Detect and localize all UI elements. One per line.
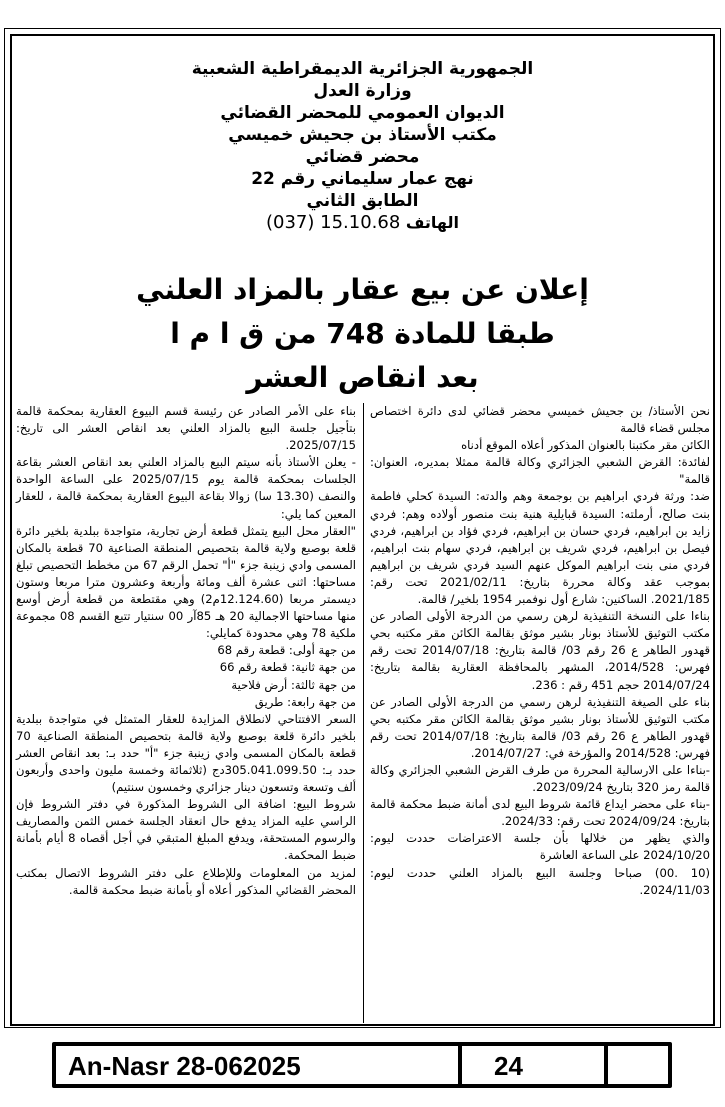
bailiff-title: محضر قضائي	[305, 147, 420, 167]
office-street: نهج عمار سليماني رقم 22	[251, 169, 474, 189]
paragraph: -بناء على محضر ايداع قائمة شروط البيع لدى أمانة ضبط محكمة قالمة بتاريخ: 2024/09/24 تحت رقم: 2024/33.	[370, 797, 710, 829]
paragraph: لفائدة: القرض الشعبي الجزائري وكالة قالمة ممثلا بمديره، العنوان: قالمة"	[370, 455, 710, 487]
paragraph: - يعلن الأستاذ بأنه سيتم البيع بالمزاد العلني بعد انقاص العشر بقاعة الجلسات بمحكمة قالمة يوم 2025/07/15 على الساعة الواحدة والنصف (13.30 سا) زوالا بقاعة البيوع العقارية بمحكمة قالمة ، للعقار المعين كما يلي:	[16, 455, 356, 521]
office-name: الديوان العمومي للمحضر القضائي	[220, 103, 505, 123]
column-divider	[363, 403, 364, 1023]
phone-label: الهاتف	[405, 213, 459, 232]
paragraph: -بناءا على الارسالية المحررة من طرف القرض الشعبي الجزائري وكالة قالمة رمز 320 بتاريخ 2023/09/24.	[370, 762, 710, 795]
paragraph: "العقار محل البيع يتمثل قطعة أرض تجارية، متواجدة ببلدية بلخير دائرة قلعة بوصبع ولاية قالمة بتحصيص المنطقة الصناعية 70 قطعة بالمكان المسمى وادي زينبة جزء "أ" تحمل الرقم 67 من مخطط التحصيص تبلغ مساحتها: اثنى عشرة ألف ومائة وأربعة وعشرون مترا مربعا وستون ديسمتر مربعا (12.124.60م2) وهي مقتطعة من قطعة أرض أوسع منها مساحتها الاجمالية 20 هـ 85آر 00 سنتيار تتبع القسم 08 مجموعة ملكية 78 وهي محدودة كمايلي:	[16, 523, 356, 641]
paragraph: الكائن مقر مكتبنا بالعنوان المذكور أعلاه الموقع أدناه	[461, 438, 710, 453]
letterhead	[20, 58, 705, 234]
office-floor: الطابق الثاني	[306, 191, 419, 211]
left-column	[16, 403, 356, 899]
paragraph: من جهة ثالثة: أرض فلاحية	[231, 677, 356, 692]
announcement-title	[20, 268, 705, 400]
paragraph: شروط البيع: اضافة الى الشروط المذكورة في دفتر الشروط فإن الراسي عليه المزاد يدفع حال انعقاد الجلسة خمس الثمن والمصاريف والرسوم المستحقة، ويدفع المبلغ المتبقي في أجل أقصاه 8 أيام بأمانة ضبط المحكمة.	[16, 797, 356, 863]
footer-separator	[604, 1046, 608, 1084]
paragraph: من جهة ثانية: قطعة رقم 66	[219, 660, 356, 675]
title-line-3: بعد انقاص العشر	[246, 361, 479, 394]
paragraph: ضد: ورثة فردي ابراهيم بن بوجمعة وهم والدته: السيدة كحلي فاطمة بنت صالح، أرملته: السيدة قبايلية هنية بنت منصور أولاده وهم: فردي زايد بن ابراهيم، فردي حسان بن ابراهيم، فردي فؤاد بن ابراهيم، فردي فيصل بن ابراهيم، فردي شريف بن ابراهيم، فردي سهام بنت ابراهيم، فردي منى بنت ابراهيم الموكل عنهم السيد فردي شريف بن ابراهيم بموجب عقد وكالة محررة بتاريخ: 2021/02/11 تحت رقم: 2021/185. الساكنين: شارع أول نوفمبر 1954 بلخير/ قالمة.	[370, 489, 711, 607]
footer-separator	[458, 1046, 462, 1084]
republic-name: الجمهورية الجزائرية الديمقراطية الشعبية	[191, 59, 534, 79]
paragraph: لمزيد من المعلومات وللإطلاع على دفتر الشروط الاتصال بمكتب المحضر القضائي المذكور أعلاه أو بأمانة ضبط محكمة قالمة.	[16, 865, 356, 897]
title-line-1: إعلان عن بيع عقار بالمزاد العلني	[136, 273, 589, 306]
paragraph: من جهة أولى: قطعة رقم 68	[217, 643, 356, 658]
paragraph: من جهة رابعة: طريق	[254, 694, 356, 709]
paragraph: بناءا على النسخة التنفيذية لرهن رسمي من الدرجة الأولى الصادر عن مكتب التوثيق للأستاذ بونار بشير موثق بقالمة الكائن مقر مكتبه بحي قهدور الطاهر ع 26 رقم 03/ قالمة بتاريخ: 2014/07/18 تحت رقم فهرس: 2014/528، المشهر بالمحافظة العقارية بقالمة بتاريخ: 2014/07/24 حجم 451 رقم : 236.	[370, 609, 711, 692]
newspaper-footer	[52, 1042, 672, 1088]
paragraph: بناء على الصيغة التنفيذية لرهن رسمي من الدرجة الأولى الصادر عن مكتب التوثيق للأستاذ بونار بشير موثق بقالمة الكائن مقر مكتبه بحي قهدور الطاهر ع 26 رقم 03/ قالمة بتاريخ: 2014/07/18 تحت رقم فهرس: 2014/528 والمؤرخة في: 2014/07/27.	[370, 694, 711, 760]
bailiff-office: مكتب الأستاذ بن جحيش خميسي	[228, 125, 497, 145]
paragraph: والذي يظهر من خلالها بأن جلسة الاعتراضات حددت ليوم: 2024/10/20 على الساعة العاشرة	[370, 831, 710, 863]
issue-date-code: An-Nasr 28-062025	[68, 1051, 301, 1081]
paragraph: (10 .00) صباحا وجلسة البيع بالمزاد العلني حددت ليوم: 2024/11/03.	[370, 865, 710, 897]
phone-number: (037) 15.10.68	[266, 212, 401, 233]
paragraph: السعر الافتتاحي لانطلاق المزايدة للعقار المتمثل في متواجدة ببلدية بلخير دائرة قلعة بوصبع ولاية قالمة بتحصيص المنطقة الصناعية 70 قطعة بالمكان المسمى وادي زينبة جزء "أ" حدد بـ: بعد انقاص العشر حدد بـ: 305.041.099.50دج (ثلاثمائة وخمسة مليون واحدى وأربعون ألف وتسعة وتسعون دينار جزائري وخمسون سنتيم)	[16, 711, 356, 795]
title-line-2: طبقا للمادة 748 من ق ا م ا	[170, 317, 555, 350]
announcement-body	[16, 403, 710, 1026]
ministry-name: وزارة العدل	[313, 81, 412, 101]
paragraph: بناء على الأمر الصادر عن رئيسة قسم البيوع العقارية بمحكمة قالمة بتأجيل جلسة البيع بالمزاد العلني بعد انقاص العشر الى تاريخ: 2025/07/15.	[16, 404, 356, 453]
paragraph: نحن الأستاذ/ بن جحيش خميسي محضر قضائي لدى دائرة اختصاص مجلس قضاء قالمة	[370, 404, 710, 436]
office-phone	[20, 212, 705, 234]
page-number: 24	[494, 1051, 523, 1081]
right-column	[370, 403, 710, 899]
